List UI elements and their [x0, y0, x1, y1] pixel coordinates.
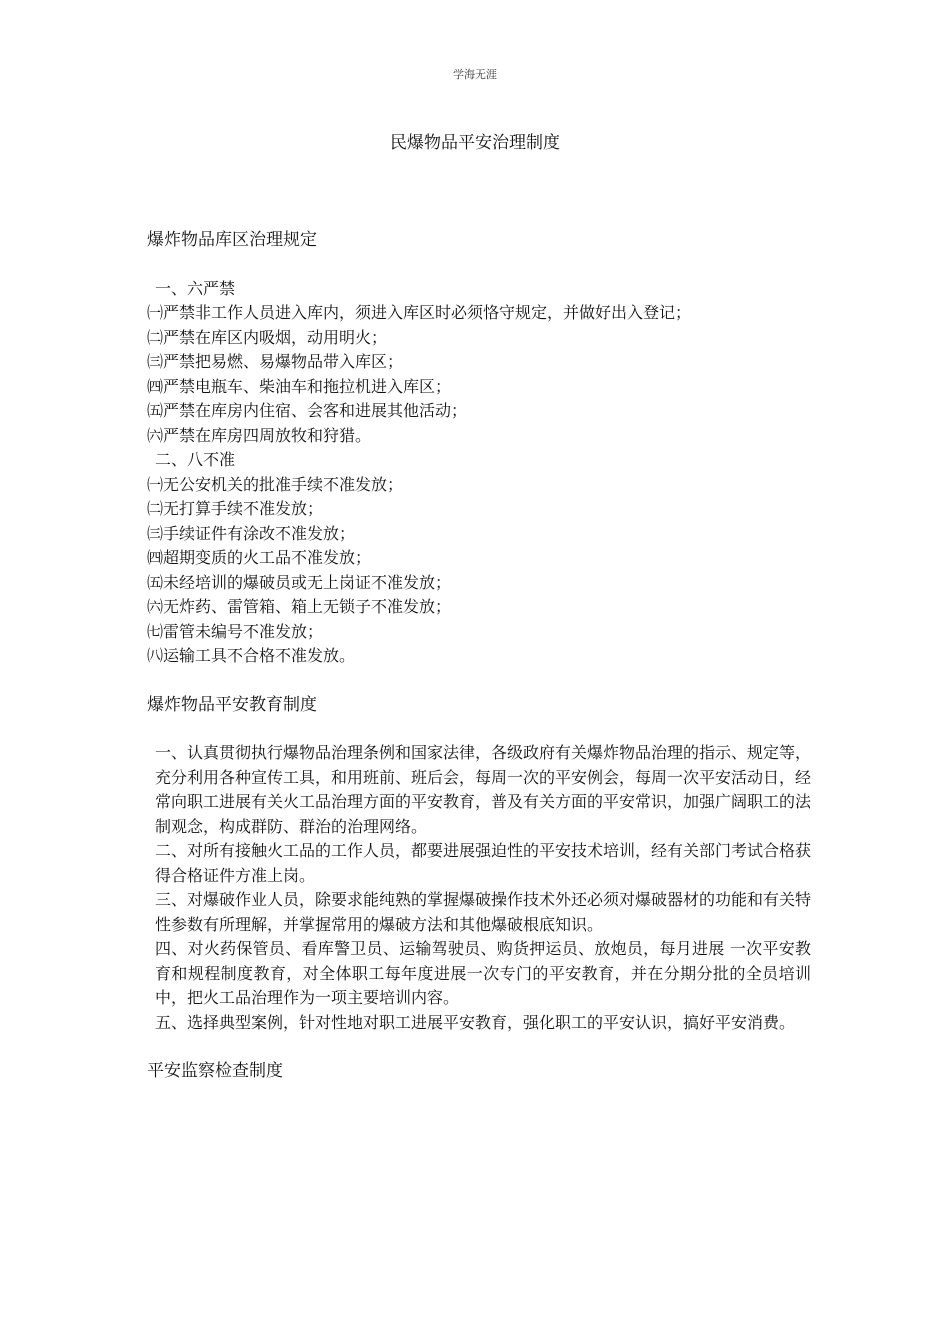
list-item: ㈡严禁在库区内吸烟，动用明火； [147, 327, 388, 347]
paragraph: 二、对所有接触火工品的工作人员，都要进展强迫性的平安技术培训，经有关部门考试合格获得合格证件方准上岗。 [155, 841, 812, 885]
list-item: ㈧运输工具不合格不准发放。 [147, 646, 356, 665]
paragraph: 四、对火药保管员、看库警卫员、运输驾驶员、购货押运员、放炮员，每月进展 一次平安教育和规程制度教育，对全体职工每年度进展一次专门的平安教育，并在分期分批的全员培训中，把火工品治理作为一项主要培训内容。 [155, 939, 811, 1007]
section-safety-education [147, 741, 811, 1035]
list-item: ㈥无炸药、雷管箱、箱上无锁子不准发放； [147, 597, 452, 616]
list-item: ㈡无打算手续不准发放； [147, 499, 324, 518]
group-title: 一、六严禁 [155, 278, 236, 298]
list-item: ㈠无公安机关的批准手续不准发放； [147, 474, 404, 494]
list-item: ㈢严禁把易燃、易爆物品带入库区； [147, 352, 404, 371]
list-item: ㈣超期变质的火工品不准发放； [147, 548, 372, 567]
list-item: ㈦雷管未编号不准发放； [147, 621, 324, 641]
list-item: ㈢手续证件有涂改不准发放； [147, 523, 356, 543]
group-six-prohibitions [147, 277, 811, 449]
page-header-note: 学海无涯 [453, 68, 497, 81]
section-heading: 爆炸物品平安教育制度 [147, 694, 317, 715]
section-storage-rules [147, 228, 811, 253]
list-item: ㈠严禁非工作人员进入库内，须进入库区时必须恪守规定，并做好出入登记； [147, 303, 692, 322]
list-item: ㈥严禁在库房四周放牧和狩猎。 [147, 425, 372, 445]
list-item: ㈤严禁在库房内住宿、会客和进展其他活动； [147, 401, 468, 420]
list-item: ㈣严禁电瓶车、柴油车和拖拉机进入库区； [147, 376, 452, 396]
document-body [147, 228, 811, 1084]
paragraph: 三、对爆破作业人员，除要求能纯熟的掌握爆破操作技术外还必须对爆破器材的功能和有关特性参数有所理解，并掌握常用的爆破方法和其他爆破根底知识。 [155, 890, 812, 934]
group-title: 二、八不准 [155, 450, 236, 469]
document-title: 民爆物品平安治理制度 [390, 133, 560, 153]
section-heading: 平安监察检查制度 [147, 1061, 283, 1081]
paragraph: 一、认真贯彻执行爆物品治理条例和国家法律，各级政府有关爆炸物品治理的指示、规定等，充分利用各种宣传工具，和用班前、班后会，每周一次的平安例会，每周一次平安活动日，经常向职工进展有关火工品治理方面的平安教育，普及有关方面的平安常识，加强广阔职工的法制观念，构成群防、群治的治理网络。 [155, 743, 812, 836]
group-eight-prohibitions [147, 448, 811, 669]
section-heading: 爆炸物品库区治理规定 [147, 230, 317, 250]
paragraph: 五、选择典型案例，针对性地对职工进展平安教育，强化职工的平安认识，搞好平安消费。 [155, 1012, 796, 1032]
list-item: ㈤未经培训的爆破员或无上岗证不准发放； [147, 572, 452, 592]
